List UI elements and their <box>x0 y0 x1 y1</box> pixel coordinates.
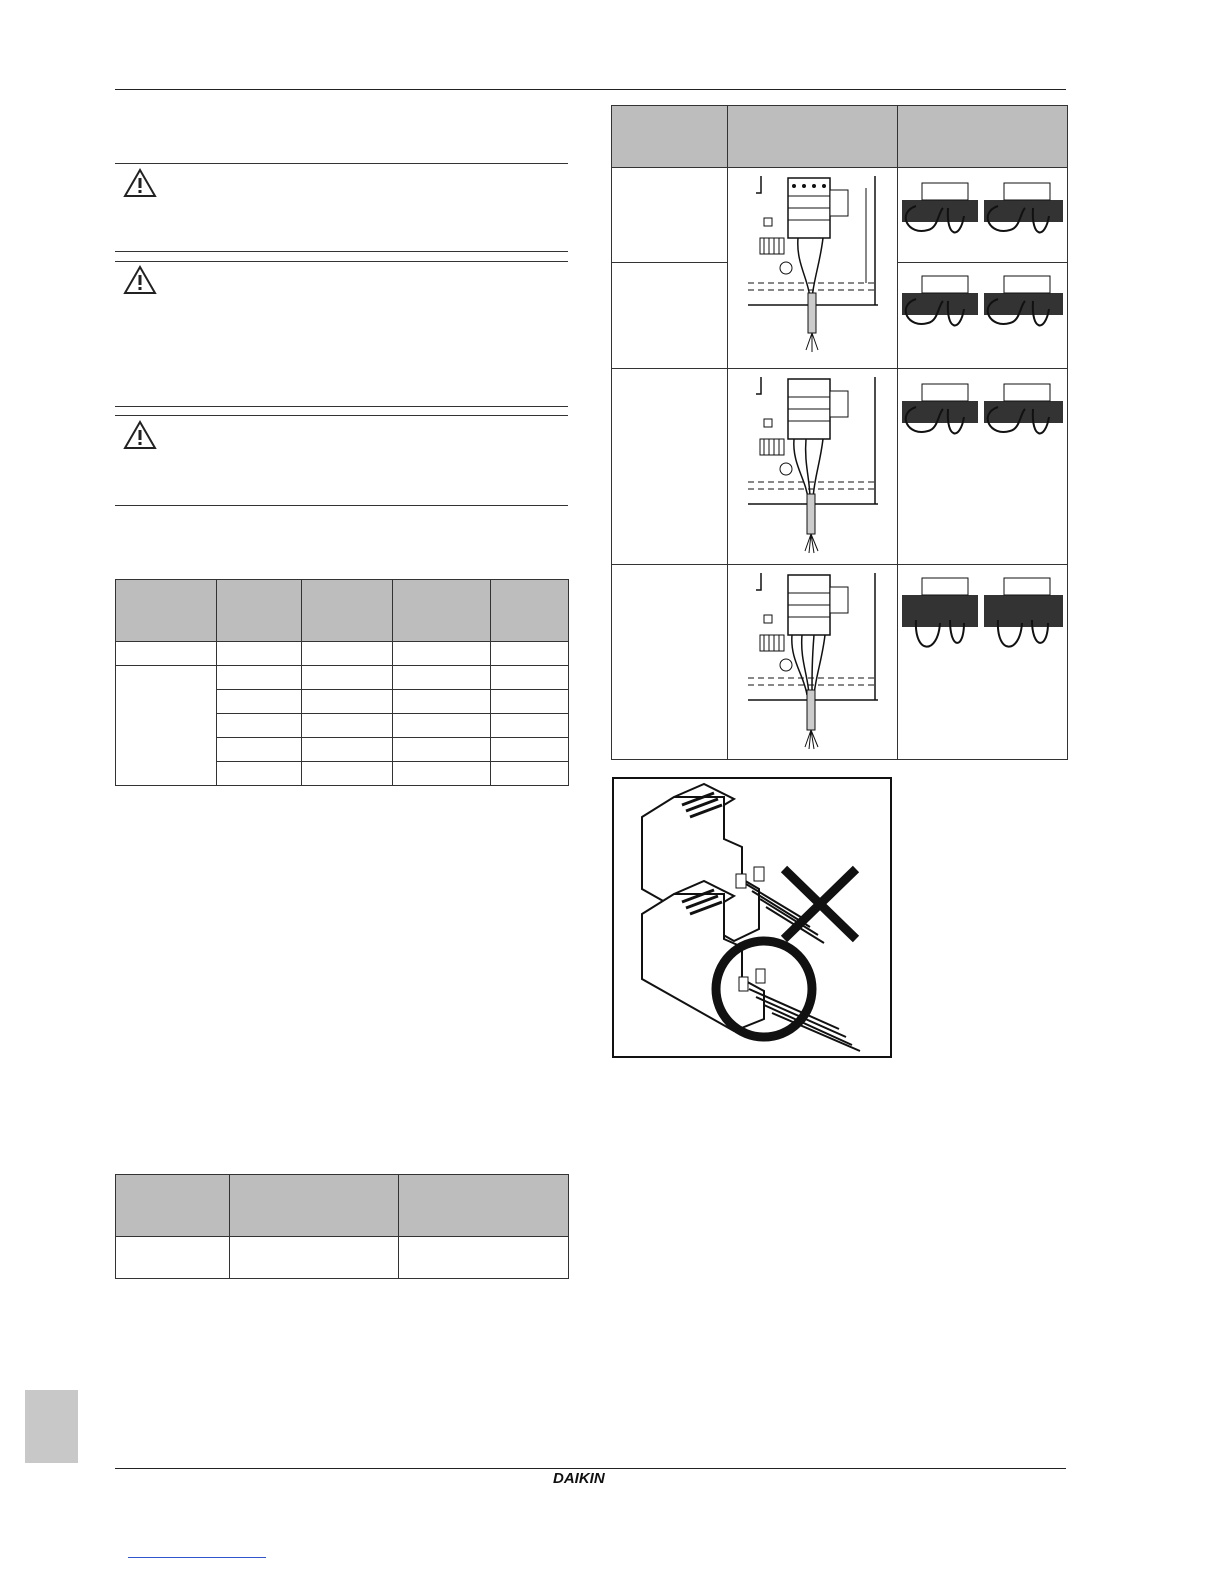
warning-3-bottom-rule <box>115 505 568 506</box>
daikin-logo <box>553 1470 627 1486</box>
header-rule <box>115 89 1066 90</box>
table-row <box>612 168 1068 263</box>
terminal-jumper-diagram <box>898 565 1067 665</box>
terminal-jumper-diagram <box>898 168 1067 257</box>
table-header-cell <box>490 580 569 642</box>
table-header-cell <box>116 1175 230 1237</box>
breaker-wiring-diagram <box>728 565 897 754</box>
table-row <box>116 666 569 690</box>
footer-rule <box>115 1468 1066 1469</box>
warning-2-bottom-rule <box>115 406 568 407</box>
table-header-row <box>612 106 1068 168</box>
table-header-cell <box>898 106 1068 168</box>
chapter-tab <box>25 1390 78 1463</box>
table-header-cell <box>230 1175 398 1237</box>
warning-2-top-rule <box>115 261 568 262</box>
table-row <box>116 1237 569 1279</box>
breaker-wiring-diagram <box>728 369 897 559</box>
breaker-wiring-diagram <box>728 168 897 356</box>
table-header-cell <box>728 106 898 168</box>
warning-triangle-icon <box>123 265 157 295</box>
table-header-cell <box>393 580 490 642</box>
terminal-jumper-diagram <box>898 263 1067 363</box>
table-header-cell <box>398 1175 568 1237</box>
warning-1-bottom-rule <box>115 251 568 252</box>
terminal-jumper-diagram <box>898 369 1067 469</box>
spec-table-1 <box>115 579 569 786</box>
footer-link[interactable] <box>128 1557 266 1558</box>
spec-table-2 <box>115 1174 569 1279</box>
table-header-cell <box>217 580 301 642</box>
wire-insertion-figure <box>612 777 892 1058</box>
svg-text:DAIKIN: DAIKIN <box>553 1470 605 1486</box>
warning-triangle-icon <box>123 168 157 198</box>
table-header-cell <box>301 580 392 642</box>
table-row <box>612 565 1068 760</box>
table-row <box>116 642 569 666</box>
table-header-cell <box>612 106 728 168</box>
warning-3-top-rule <box>115 415 568 416</box>
wiring-table <box>611 105 1068 760</box>
table-row <box>612 369 1068 565</box>
table-header-row <box>116 1175 569 1237</box>
warning-1-top-rule <box>115 163 568 164</box>
table-header-cell <box>116 580 217 642</box>
warning-triangle-icon <box>123 420 157 450</box>
table-header-row <box>116 580 569 642</box>
